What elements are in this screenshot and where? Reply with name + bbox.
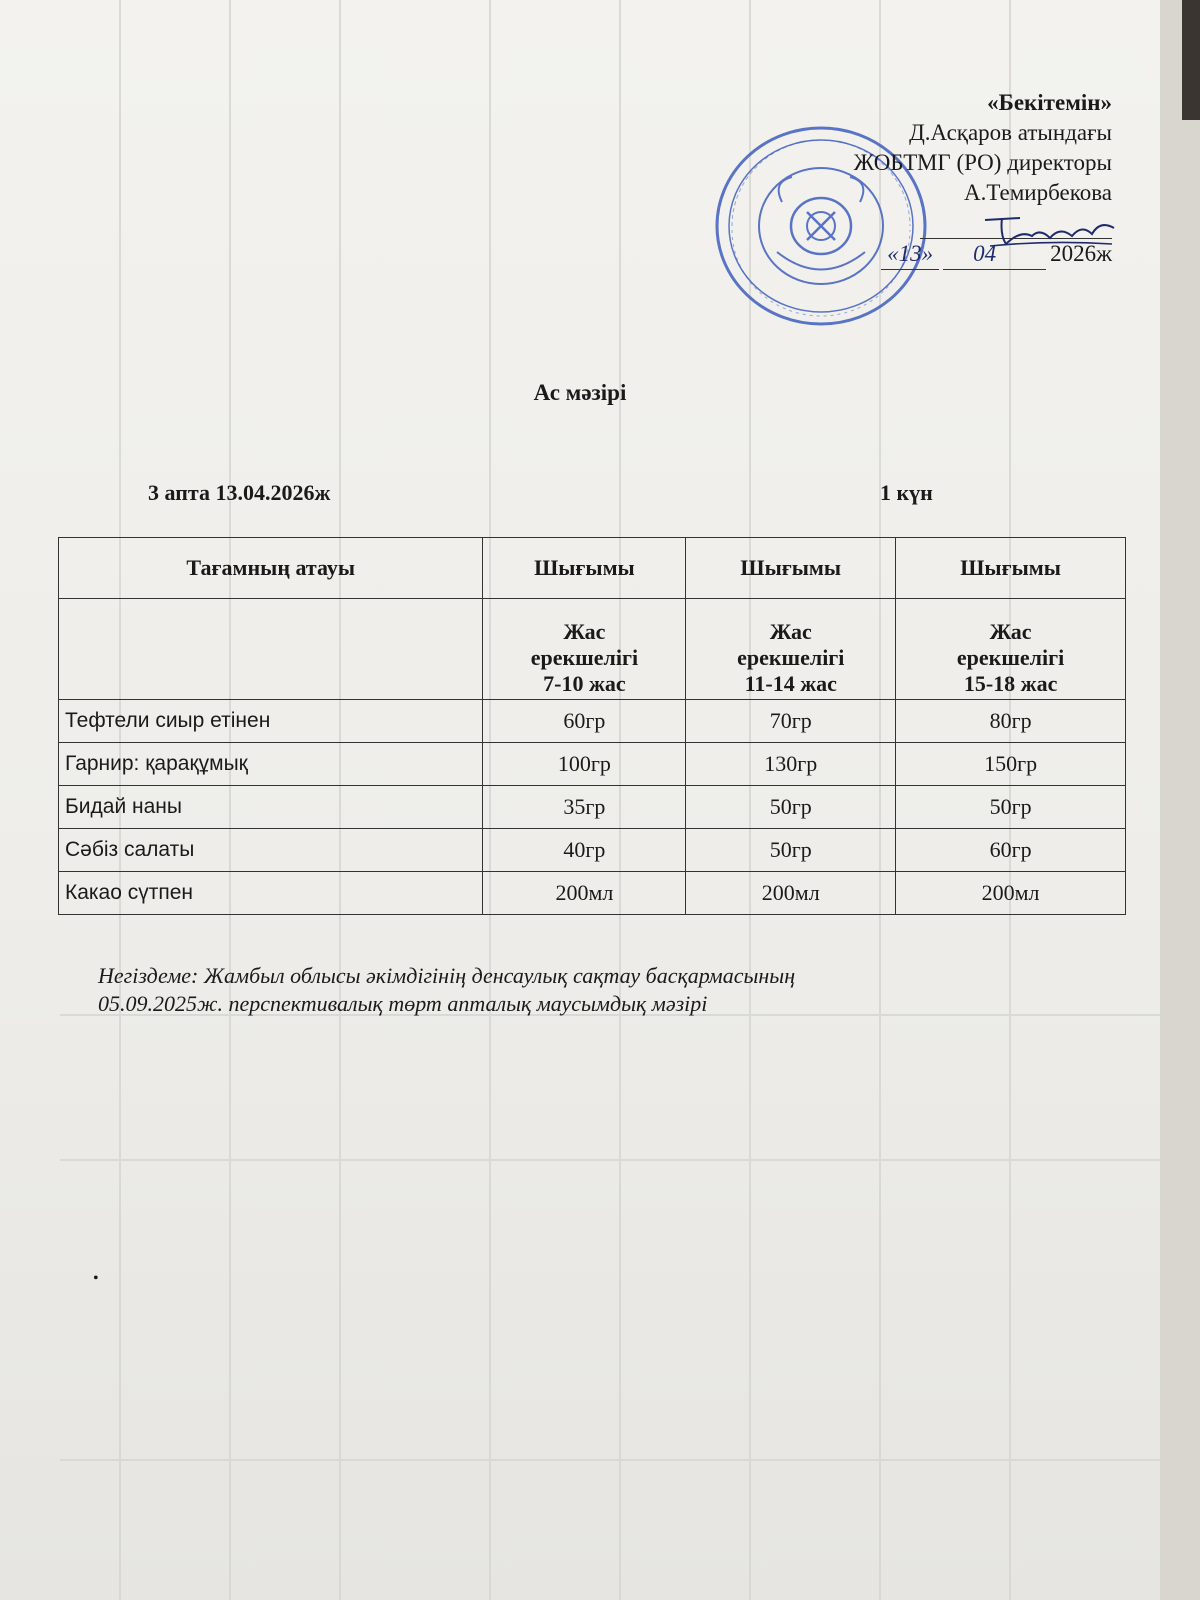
document-title: Ас мәзірі — [533, 380, 627, 405]
dish-name: Какао сүтпен — [59, 872, 483, 915]
table-row — [59, 743, 1126, 786]
portion-7-10: 60гр — [483, 700, 686, 743]
age-label: Жас — [563, 619, 606, 644]
handwritten-signature — [980, 200, 1120, 260]
age-group-7-10 — [483, 599, 686, 700]
age-label: ерекшелігі — [530, 645, 639, 670]
portion-15-18: 150гр — [896, 743, 1126, 786]
portion-15-18: 50гр — [896, 786, 1126, 829]
dish-name: Тефтели сиыр етінен — [59, 700, 483, 743]
portion-11-14: 50гр — [686, 829, 896, 872]
dark-corner-background — [1182, 0, 1200, 120]
age-range: 7-10 жас — [543, 671, 626, 696]
age-group-15-18 — [896, 599, 1126, 700]
table-row — [59, 829, 1126, 872]
age-label: ерекшелігі — [737, 645, 845, 670]
table-age-row — [59, 599, 1126, 700]
header-yield-3: Шығымы — [896, 538, 1126, 599]
portion-7-10: 200мл — [483, 872, 686, 915]
table-row — [59, 786, 1126, 829]
basis-line-1: Негіздеме: Жамбыл облысы әкімдігінің денсаулық сақтау басқармасының — [98, 963, 796, 988]
age-label: Жас — [769, 619, 812, 644]
approval-line-1: Д.Асқаров атындағы — [909, 120, 1112, 145]
age-empty-cell — [59, 599, 483, 700]
portion-7-10: 100гр — [483, 743, 686, 786]
header-yield-2: Шығымы — [686, 538, 896, 599]
approval-date-month: 04 — [943, 239, 1046, 270]
approval-date-day: «13» — [881, 239, 939, 270]
age-range: 11-14 жас — [744, 671, 837, 696]
portion-11-14: 50гр — [686, 786, 896, 829]
stray-bullet: • — [93, 1270, 99, 1287]
menu-table — [58, 537, 1126, 915]
approval-line-2: ЖОБТМГ (РО) директоры — [853, 150, 1112, 175]
portion-11-14: 130гр — [686, 743, 896, 786]
day-number: 1 күн — [880, 480, 933, 505]
portion-15-18: 200мл — [896, 872, 1126, 915]
week-date: 3 апта 13.04.2026ж — [148, 480, 331, 505]
basis-note — [98, 962, 1018, 1018]
portion-15-18: 80гр — [896, 700, 1126, 743]
portion-7-10: 35гр — [483, 786, 686, 829]
header-yield-1: Шығымы — [483, 538, 686, 599]
portion-7-10: 40гр — [483, 829, 686, 872]
dish-name: Бидай наны — [59, 786, 483, 829]
dish-name: Сәбіз салаты — [59, 829, 483, 872]
approval-heading: «Бекітемін» — [987, 90, 1112, 115]
dish-name: Гарнир: қарақұмық — [59, 743, 483, 786]
approval-line-3: А.Темирбекова — [964, 180, 1112, 205]
page-edge-background — [1160, 0, 1200, 1600]
header-dish-name: Тағамның атауы — [59, 538, 483, 599]
age-group-11-14 — [686, 599, 896, 700]
portion-15-18: 60гр — [896, 829, 1126, 872]
age-range: 15-18 жас — [963, 671, 1058, 696]
portion-11-14: 70гр — [686, 700, 896, 743]
table-row — [59, 700, 1126, 743]
basis-line-2: 05.09.2025ж. перспективалық төрт апталық маусымдық мәзірі — [98, 991, 708, 1016]
portion-11-14: 200мл — [686, 872, 896, 915]
age-label: Жас — [989, 619, 1032, 644]
table-row — [59, 872, 1126, 915]
age-label: ерекшелігі — [956, 645, 1065, 670]
table-header-row — [59, 538, 1126, 599]
approval-date-year: 2026ж — [1050, 241, 1112, 266]
